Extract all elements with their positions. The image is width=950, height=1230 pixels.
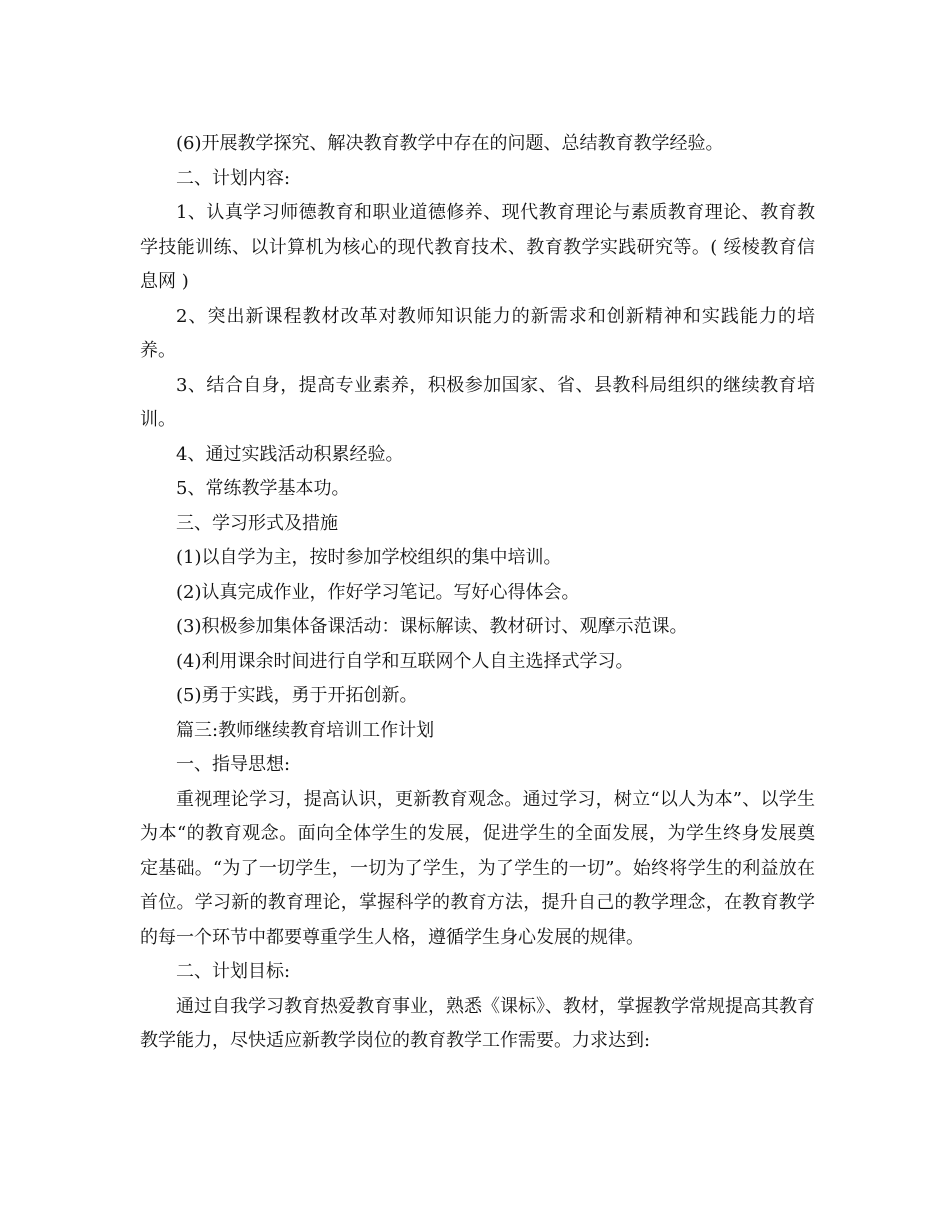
heading-plan-content: 二、计划内容: xyxy=(176,167,291,189)
paragraph-measure-3: (3)积极参加集体备课活动：课标解读、教材研讨、观摩示范课。 xyxy=(176,616,688,637)
document-body xyxy=(140,127,815,1059)
heading-study-forms: 三、学习形式及措施 xyxy=(176,512,338,534)
paragraph-plan-goals: 通过自我学习教育热爱教育事业，熟悉《课标》、教材，掌握教学常规提高其教育教学能力，尽快适应新教学岗位的教育教学工作需要。力求达到: xyxy=(140,995,815,1051)
paragraph-measure-1: (1)以自学为主，按时参加学校组织的集中培训。 xyxy=(176,547,562,568)
paragraph-measure-2: (2)认真完成作业，作好学习笔记。写好心得体会。 xyxy=(176,581,580,603)
heading-guiding-ideology: 一、指导思想: xyxy=(176,754,291,775)
paragraph-measure-5: (5)勇于实践，勇于开拓创新。 xyxy=(176,685,418,706)
paragraph-item-5: 5、常练教学基本功。 xyxy=(176,478,350,499)
paragraph-task-6: (6)开展教学探究、解决教育教学中存在的问题、总结教育教学经验。 xyxy=(176,133,724,154)
section-title-part-3: 篇三:教师继续教育培训工作计划 xyxy=(176,719,435,741)
paragraph-item-1: 1、认真学习师德教育和职业道德修养、现代教育理论与素质教育理论、教育教学技能训练、以计算机为核心的现代教育技术、教育教学实践研究等。( 绥棱教育信息网 ) xyxy=(140,202,815,292)
paragraph-guiding-ideology: 重视理论学习，提高认识，更新教育观念。通过学习，树立“以人为本”、以学生为本“的教育观念。面向全体学生的发展，促进学生的全面发展，为学生终身发展奠定基础。“为了一切学生，一切为了学生，为了学生的一切”。始终将学生的利益放在首位。学习新的教育理论，掌握科学的教育方法，提升自己的教学理念，在教育教学的每一个环节中都要尊重学生人格，遵循学生身心发展的规律。 xyxy=(140,788,815,948)
paragraph-measure-4: (4)利用课余时间进行自学和互联网个人自主选择式学习。 xyxy=(176,650,634,672)
heading-plan-goals: 二、计划目标: xyxy=(176,961,291,982)
paragraph-item-4: 4、通过实践活动积累经验。 xyxy=(176,443,404,465)
paragraph-item-2: 2、突出新课程教材改革对教师知识能力的新需求和创新精神和实践能力的培养。 xyxy=(140,305,815,361)
paragraph-item-3: 3、结合自身，提高专业素养，积极参加国家、省、县教科局组织的继续教育培训。 xyxy=(140,374,815,430)
